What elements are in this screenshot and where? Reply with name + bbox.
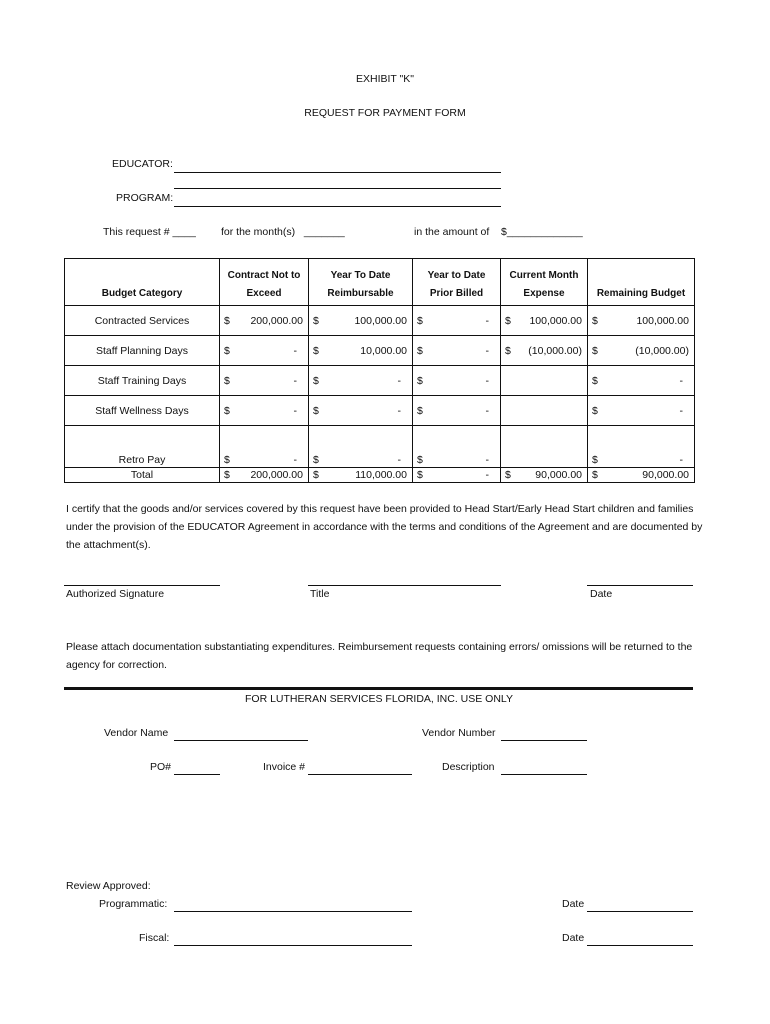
authorized-signature-label: Authorized Signature: [66, 588, 165, 600]
amount-value: -: [679, 454, 683, 466]
request-number-blank[interactable]: ____: [172, 226, 196, 238]
currency-symbol: $: [224, 454, 230, 466]
amount-cell[interactable]: [309, 306, 413, 336]
amount-cell[interactable]: [588, 336, 695, 366]
educator-label: EDUCATOR:: [112, 158, 173, 170]
amount-cell[interactable]: [413, 468, 501, 483]
request-label-text: This request #: [103, 226, 170, 238]
exhibit-label: EXHIBIT "K": [355, 73, 415, 85]
invoice-field[interactable]: [308, 774, 412, 775]
documentation-note: Please attach documentation substantiating expenditures. Reimbursement requests containing errors/ omissions will be returned to the agency for correction.: [66, 641, 693, 671]
amount-cell[interactable]: [501, 426, 588, 468]
amount-value: 10,000.00: [360, 344, 407, 357]
table-header-row: [65, 259, 695, 306]
total-row: [65, 468, 695, 483]
column-header: [309, 259, 413, 306]
title-line[interactable]: [308, 585, 501, 586]
amount-cell[interactable]: [220, 468, 309, 483]
amount-value: (10,000.00): [528, 344, 582, 357]
amount-cell[interactable]: [220, 336, 309, 366]
amount-cell[interactable]: [309, 468, 413, 483]
budget-category: Staff Training Days: [65, 366, 220, 396]
amount-value: -: [293, 404, 297, 417]
vendor-name-label: Vendor Name: [104, 727, 169, 739]
programmatic-date-label: Date: [562, 898, 585, 910]
amount-value: -: [485, 344, 489, 357]
amount-value: 100,000.00: [636, 314, 689, 327]
currency-symbol: $: [417, 469, 423, 481]
column-header-line: Expense: [523, 288, 565, 299]
column-header: [220, 259, 309, 306]
column-header-line: Prior Billed: [429, 288, 484, 299]
column-header-line: Year to Date: [427, 270, 486, 281]
currency-symbol: $: [592, 469, 598, 481]
currency-symbol: $: [505, 469, 511, 481]
amount-cell[interactable]: [413, 306, 501, 336]
amount-cell[interactable]: [501, 468, 588, 483]
amount-cell[interactable]: [413, 426, 501, 468]
amount-value: -: [485, 374, 489, 387]
amount-cell[interactable]: [501, 396, 588, 426]
currency-symbol: $: [313, 344, 319, 357]
column-header-line: Current Month: [509, 270, 579, 281]
amount-cell[interactable]: [309, 396, 413, 426]
currency-symbol: $: [592, 314, 598, 327]
fiscal-date-field[interactable]: [587, 945, 693, 946]
amount-cell[interactable]: [220, 306, 309, 336]
programmatic-date-field[interactable]: [587, 911, 693, 912]
amount-cell[interactable]: [220, 396, 309, 426]
months-blank[interactable]: _______: [303, 226, 345, 238]
amount-value: -: [679, 404, 683, 417]
budget-category: Staff Planning Days: [65, 336, 220, 366]
currency-symbol: $: [313, 374, 319, 387]
currency-symbol: $: [224, 404, 230, 417]
currency-symbol: $: [417, 404, 423, 417]
fiscal-date-label: Date: [562, 932, 585, 944]
form-title: REQUEST FOR PAYMENT FORM: [304, 107, 466, 119]
currency-symbol: $: [417, 454, 423, 466]
amount-value: -: [293, 344, 297, 357]
currency-symbol: $: [224, 469, 230, 481]
amount-blank[interactable]: $_____________: [500, 226, 583, 238]
currency-symbol: $: [592, 404, 598, 417]
amount-value: -: [485, 469, 489, 481]
table-row: [65, 306, 695, 336]
budget-table: [64, 258, 695, 483]
amount-cell[interactable]: [309, 336, 413, 366]
currency-symbol: $: [224, 344, 230, 357]
currency-symbol: $: [592, 454, 598, 466]
amount-value: -: [397, 404, 401, 417]
months-label-text: for the month(s): [221, 226, 296, 238]
column-header-line: Exceed: [246, 288, 282, 299]
amount-value: 90,000.00: [535, 469, 582, 481]
currency-symbol: $: [592, 344, 598, 357]
amount-label-text: in the amount of: [414, 226, 490, 238]
currency-symbol: $: [417, 374, 423, 387]
invoice-label: Invoice #: [263, 761, 306, 773]
po-field[interactable]: [174, 774, 220, 775]
months-label: [221, 226, 345, 238]
vendor-number-field[interactable]: [501, 740, 587, 741]
amount-cell[interactable]: [501, 336, 588, 366]
currency-symbol: $: [224, 374, 230, 387]
currency-symbol: $: [505, 314, 511, 327]
currency-symbol: $: [313, 314, 319, 327]
amount-cell[interactable]: [413, 366, 501, 396]
fiscal-field[interactable]: [174, 945, 412, 946]
amount-value: -: [293, 374, 297, 387]
program-label: PROGRAM:: [116, 192, 174, 204]
signature-date-label: Date: [590, 588, 613, 600]
amount-value: 100,000.00: [529, 314, 582, 327]
programmatic-label: Programmatic:: [99, 898, 168, 910]
amount-value: 200,000.00: [250, 314, 303, 327]
amount-cell[interactable]: [413, 396, 501, 426]
amount-value: -: [485, 454, 489, 466]
column-header-line: Contract Not to: [227, 270, 301, 281]
column-header: [501, 259, 588, 306]
amount-value: (10,000.00): [635, 344, 689, 357]
title-label: Title: [310, 588, 330, 600]
amount-value: -: [485, 404, 489, 417]
column-header-line: Budget Category: [101, 288, 183, 299]
table-row: [65, 336, 695, 366]
currency-symbol: $: [417, 344, 423, 357]
amount-value: -: [397, 454, 401, 466]
amount-value: -: [397, 374, 401, 387]
currency-symbol: $: [313, 469, 319, 481]
program-field-upper-line[interactable]: [174, 188, 501, 189]
amount-value: -: [679, 374, 683, 387]
section-divider: [64, 687, 693, 690]
vendor-number-label: Vendor Number: [422, 727, 496, 739]
amount-value: -: [485, 314, 489, 327]
currency-symbol: $: [505, 344, 511, 357]
column-header-line: Year To Date: [330, 270, 391, 281]
request-number-label: [103, 226, 196, 238]
signature-date-line[interactable]: [587, 585, 693, 586]
amount-cell[interactable]: [588, 396, 695, 426]
table-row: [65, 396, 695, 426]
amount-value: 100,000.00: [354, 314, 407, 327]
column-header: [588, 259, 695, 306]
budget-category: Total: [65, 468, 220, 483]
certification-text: I certify that the goods and/or services covered by this request have been provided to Head Start/Early Head Start children and families under the provision of the EDUCATOR Agreement in accordance with the terms and conditions of the Agreement and are documented by the attachment(s).: [66, 503, 703, 551]
office-use-heading: FOR LUTHERAN SERVICES FLORIDA, INC. USE ONLY: [245, 693, 513, 705]
program-field[interactable]: [174, 206, 501, 207]
currency-symbol: $: [313, 404, 319, 417]
currency-symbol: $: [417, 314, 423, 327]
table-row: [65, 366, 695, 396]
fiscal-label: Fiscal:: [139, 932, 170, 944]
programmatic-field[interactable]: [174, 911, 412, 912]
review-approved-label: Review Approved:: [66, 880, 151, 892]
amount-cell[interactable]: [588, 366, 695, 396]
amount-cell[interactable]: [309, 366, 413, 396]
description-field[interactable]: [501, 774, 587, 775]
amount-cell[interactable]: [220, 366, 309, 396]
amount-value: 110,000.00: [355, 469, 407, 481]
budget-category: Contracted Services: [65, 306, 220, 336]
table-row: [65, 426, 695, 468]
educator-field[interactable]: [174, 172, 501, 173]
amount-value: 200,000.00: [250, 469, 303, 481]
column-header-line: Remaining Budget: [596, 288, 686, 299]
amount-cell[interactable]: [501, 306, 588, 336]
po-label: PO#: [150, 761, 172, 773]
amount-cell[interactable]: [220, 426, 309, 468]
column-header: [65, 259, 220, 306]
amount-value: 90,000.00: [642, 469, 689, 481]
amount-cell[interactable]: [413, 336, 501, 366]
currency-symbol: $: [313, 454, 319, 466]
amount-cell[interactable]: [588, 468, 695, 483]
authorized-signature-line[interactable]: [64, 585, 220, 586]
amount-value: -: [293, 454, 297, 466]
budget-category: Retro Pay: [65, 426, 220, 468]
column-header-line: Reimbursable: [327, 288, 394, 299]
amount-cell[interactable]: [309, 426, 413, 468]
amount-cell[interactable]: [588, 426, 695, 468]
currency-symbol: $: [224, 314, 230, 327]
description-label: Description: [442, 761, 495, 773]
column-header: [413, 259, 501, 306]
currency-symbol: $: [592, 374, 598, 387]
budget-category: Staff Wellness Days: [65, 396, 220, 426]
vendor-name-field[interactable]: [174, 740, 308, 741]
amount-cell[interactable]: [588, 306, 695, 336]
amount-label: [414, 226, 583, 238]
amount-cell[interactable]: [501, 366, 588, 396]
